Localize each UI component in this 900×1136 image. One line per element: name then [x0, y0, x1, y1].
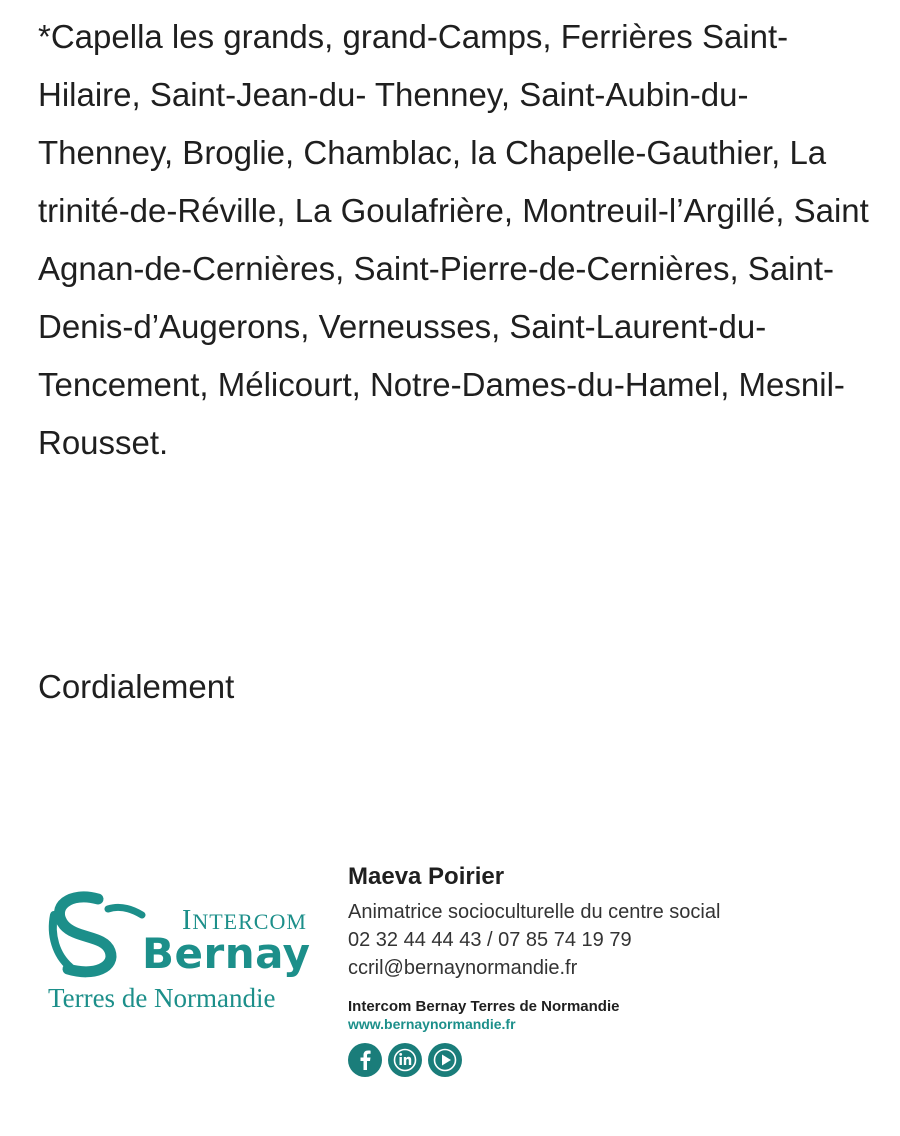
closing-text: Cordialement — [38, 668, 235, 705]
email-signature — [348, 862, 868, 1077]
youtube-icon[interactable] — [428, 1043, 462, 1077]
signature-website-link[interactable]: www.bernaynormandie.fr — [348, 1016, 516, 1032]
signature-role: Animatrice socioculturelle du centre social — [348, 901, 721, 923]
signature-phones[interactable]: 02 32 44 44 43 / 07 85 74 19 79 — [348, 929, 632, 951]
signature-name: Maeva Poirier — [348, 863, 505, 890]
logo-tagline: Terres de Normandie — [48, 983, 276, 1013]
intercom-bernay-logo — [40, 885, 310, 1025]
logo-bernay-text: Bernay — [142, 929, 311, 978]
logo-mark-icon — [40, 885, 150, 985]
logo-intercom-rest: NTERCOM — [192, 909, 307, 934]
signature-email[interactable]: ccril@bernaynormandie.fr — [348, 957, 578, 979]
facebook-icon[interactable] — [348, 1043, 382, 1077]
communes-paragraph: *Capella les grands, grand-Camps, Ferrières Saint-Hilaire, Saint-Jean-du- Thenney, Saint-Aubin-du-Thenney, Broglie, Chamblac, la Chapelle-Gauthier, La trinité-de-Réville, La Goulafrière, Montreuil-l’Argillé, Saint Agnan-de-Cernières, Saint-Pierre-de-Cernières, Saint-Denis-d’Augerons, Verneusses, Saint-Laurent-du-Tencement, Mélicourt, Notre-Dames-du-Hamel, Mesnil-Rousset. — [38, 18, 869, 461]
logo-intercom-initial: I — [182, 905, 193, 936]
social-links — [348, 1043, 868, 1077]
linkedin-icon[interactable] — [388, 1043, 422, 1077]
signature-organization: Intercom Bernay Terres de Normandie — [348, 998, 620, 1015]
